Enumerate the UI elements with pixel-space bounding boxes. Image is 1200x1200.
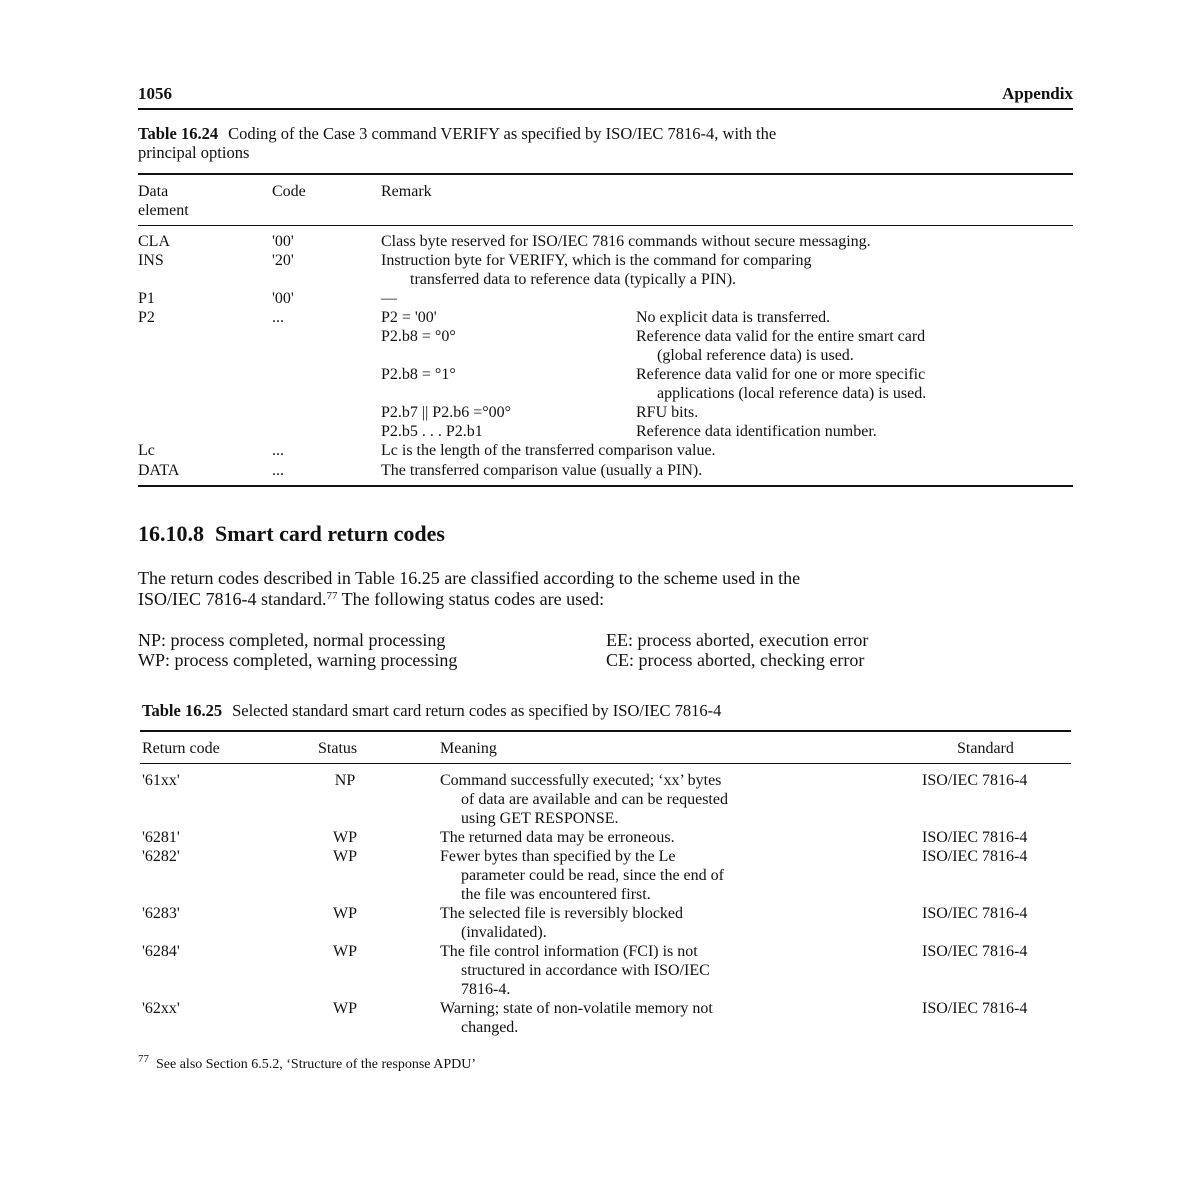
table1-p2-element: P2 <box>138 309 155 326</box>
table2-row5-standard: ISO/IEC 7816-4 <box>922 943 1028 960</box>
table1-data-remark: The transferred comparison value (usually a PIN). <box>381 462 703 479</box>
table2-row3-status: WP <box>333 848 357 865</box>
status-code-wp: WP: process completed, warning processing <box>138 650 458 670</box>
table2-row6-standard: ISO/IEC 7816-4 <box>922 1000 1028 1017</box>
table1-top-rule <box>138 173 1073 175</box>
table2-header-standard: Standard <box>957 740 1014 757</box>
table1-cla-element: CLA <box>138 233 170 250</box>
table1-p2-option5-cond: P2.b5 . . . P2.b1 <box>381 423 483 440</box>
footnote-text: See also Section 6.5.2, ‘Structure of the response APDU’ <box>156 1057 476 1072</box>
header-rule <box>138 108 1073 110</box>
table2-row1-meaning-line3: using GET RESPONSE. <box>461 810 619 827</box>
table1-p1-element: P1 <box>138 290 155 307</box>
table1-ins-element: INS <box>138 252 164 269</box>
table2-row6-code: '62xx' <box>142 1000 180 1017</box>
table2-row3-meaning-line1: Fewer bytes than specified by the Le <box>440 848 676 865</box>
table1-caption-text: Coding of the Case 3 command VERIFY as specified by ISO/IEC 7816-4, with the <box>228 124 777 143</box>
table2-row6-meaning-line1: Warning; state of non-volatile memory not <box>440 1000 713 1017</box>
table2-row3-meaning-line3: the file was encountered first. <box>461 886 651 903</box>
status-code-ee: EE: process aborted, execution error <box>606 630 869 650</box>
table1-lc-code: ... <box>272 442 284 459</box>
table2-row6-meaning-line2: changed. <box>461 1019 519 1036</box>
table1-header-code: Code <box>272 183 306 200</box>
table1-p2-option4-desc: RFU bits. <box>636 404 699 421</box>
table2-row2-code: '6281' <box>142 829 180 846</box>
table1-ins-remark-line2: transferred data to reference data (typically a PIN). <box>410 271 737 288</box>
table1-header-data: Data <box>138 183 169 200</box>
table1-p2-option4-cond: P2.b7 || P2.b6 =°00° <box>381 404 512 421</box>
table1-p2-option2-desc-line2: (global reference data) is used. <box>657 347 854 364</box>
table2-row2-meaning-line1: The returned data may be erroneous. <box>440 829 675 846</box>
table2-row5-code: '6284' <box>142 943 180 960</box>
paragraph-line2-start: ISO/IEC 7816-4 standard. <box>138 589 327 609</box>
table1-lc-remark: Lc is the length of the transferred comparison value. <box>381 442 716 459</box>
table2-row3-standard: ISO/IEC 7816-4 <box>922 848 1028 865</box>
table2-header-rule <box>140 763 1071 764</box>
footnote-reference: 77 <box>326 590 338 602</box>
paragraph-line1: The return codes described in Table 16.25 are classified according to the scheme used in the <box>138 568 801 588</box>
table2-row2-status: WP <box>333 829 357 846</box>
table2-row1-standard: ISO/IEC 7816-4 <box>922 772 1028 789</box>
table1-cla-remark: Class byte reserved for ISO/IEC 7816 commands without secure messaging. <box>381 233 871 250</box>
table1-caption-line1 <box>138 124 776 143</box>
table1-ins-remark-line1: Instruction byte for VERIFY, which is the command for comparing <box>381 252 812 269</box>
table2-row2-standard: ISO/IEC 7816-4 <box>922 829 1028 846</box>
table2-row5-meaning-line3: 7816-4. <box>461 981 511 998</box>
table1-data-element: DATA <box>138 462 180 479</box>
table1-header-remark: Remark <box>381 183 432 200</box>
table2-row4-meaning-line2: (invalidated). <box>461 924 547 941</box>
table1-p1-remark: — <box>381 290 397 307</box>
section-number: 16.10.8 <box>138 521 204 546</box>
table2-caption <box>142 701 721 720</box>
table2-row4-standard: ISO/IEC 7816-4 <box>922 905 1028 922</box>
table1-p2-code: ... <box>272 309 284 326</box>
table1-p2-option1-cond: P2 = '00' <box>381 309 437 326</box>
section-heading <box>138 521 445 547</box>
table2-row6-status: WP <box>333 1000 357 1017</box>
paragraph-line2-end: The following status codes are used: <box>337 589 605 609</box>
section-title: Smart card return codes <box>215 521 445 546</box>
table2-row4-meaning-line1: The selected file is reversibly blocked <box>440 905 684 922</box>
table2-header-return-code: Return code <box>142 740 220 757</box>
table1-caption-line2: principal options <box>138 143 250 162</box>
table2-row3-code: '6282' <box>142 848 180 865</box>
table1-p2-option3-cond: P2.b8 = °1° <box>381 366 456 383</box>
table2-caption-text: Selected standard smart card return codes as specified by ISO/IEC 7816-4 <box>232 701 722 720</box>
table2-header-meaning: Meaning <box>440 740 497 757</box>
table1-p2-option2-cond: P2.b8 = °0° <box>381 328 456 345</box>
table1-ins-code: '20' <box>272 252 294 269</box>
table2-row1-meaning-line2: of data are available and can be requested <box>461 791 728 808</box>
footnote <box>138 1053 476 1073</box>
table1-p1-code: '00' <box>272 290 294 307</box>
table2-header-status: Status <box>318 740 358 757</box>
table1-p2-option3-desc-line1: Reference data valid for one or more specific <box>636 366 926 383</box>
status-code-ce: CE: process aborted, checking error <box>606 650 865 670</box>
table2-row4-code: '6283' <box>142 905 180 922</box>
table2-row5-status: WP <box>333 943 357 960</box>
table2-top-rule <box>140 730 1071 732</box>
table2-row5-meaning-line1: The file control information (FCI) is not <box>440 943 698 960</box>
running-header-section: Appendix <box>1002 84 1073 103</box>
table2-row3-meaning-line2: parameter could be read, since the end of <box>461 867 724 884</box>
table1-label: Table 16.24 <box>138 124 219 143</box>
table1-p2-option5-desc: Reference data identification number. <box>636 423 877 440</box>
table2-row1-status: NP <box>334 772 356 789</box>
table1-lc-element: Lc <box>138 442 155 459</box>
table1-bottom-rule <box>138 485 1073 487</box>
table1-header-element: element <box>138 202 189 219</box>
status-code-np: NP: process completed, normal processing <box>138 630 446 650</box>
table1-p2-option3-desc-line2: applications (local reference data) is used. <box>657 385 927 402</box>
table1-p2-option2-desc-line1: Reference data valid for the entire smart card <box>636 328 926 345</box>
footnote-number: 77 <box>138 1053 149 1065</box>
table1-p2-option1-desc: No explicit data is transferred. <box>636 309 831 326</box>
table1-cla-code: '00' <box>272 233 294 250</box>
table2-label: Table 16.25 <box>142 701 223 720</box>
table2-row4-status: WP <box>333 905 357 922</box>
table2-row5-meaning-line2: structured in accordance with ISO/IEC <box>461 962 710 979</box>
page-number: 1056 <box>138 84 172 103</box>
table2-row1-meaning-line1: Command successfully executed; ‘xx’ bytes <box>440 772 722 789</box>
table1-data-code: ... <box>272 462 284 479</box>
table2-row1-code: '61xx' <box>142 772 180 789</box>
table1-header-rule <box>138 225 1073 226</box>
paragraph-line2 <box>138 589 604 610</box>
